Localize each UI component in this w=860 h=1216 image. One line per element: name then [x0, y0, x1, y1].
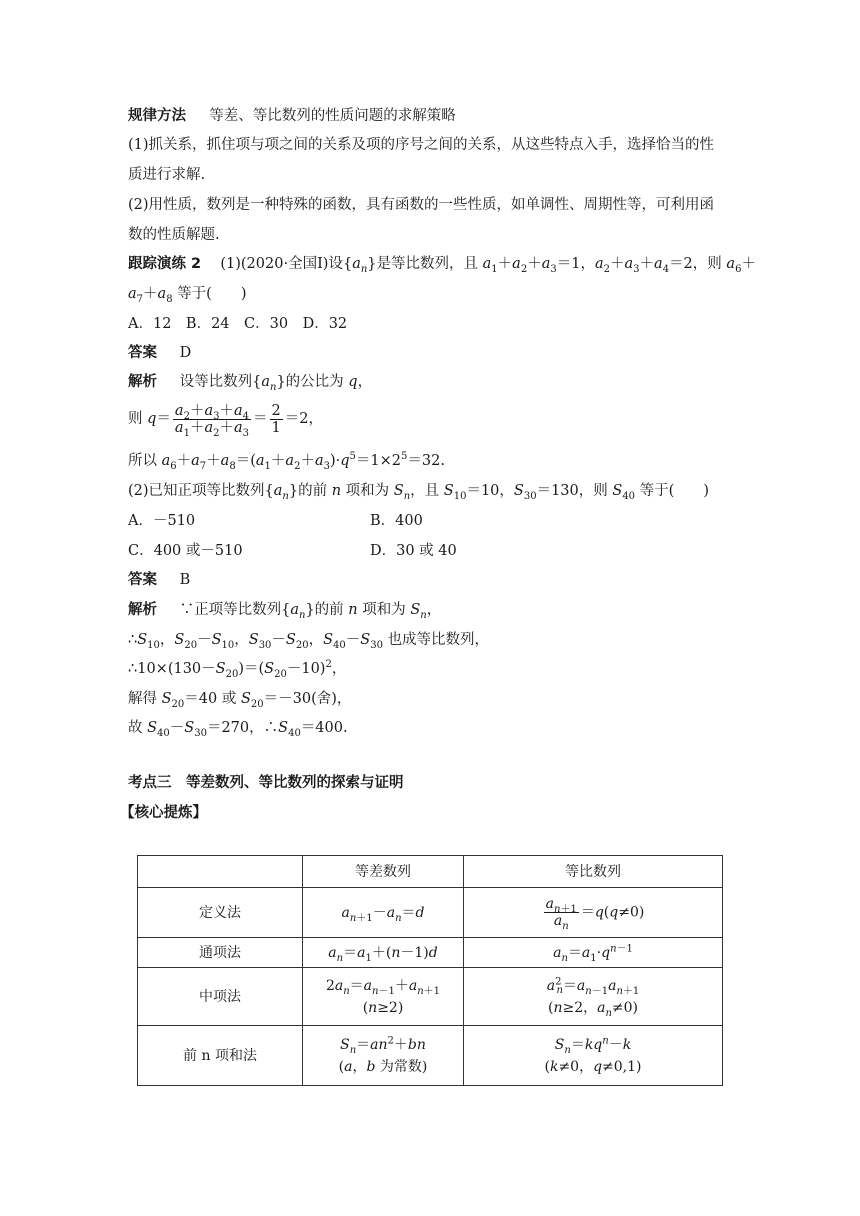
practice-q1-line2: $a_7+a_8$ 等于( ) [128, 286, 247, 305]
section-title: 考点三 等差数列、等比数列的探索与证明 [128, 775, 404, 791]
q2-answer-value: B [179, 572, 191, 588]
cell-arith-middle-term: $2a_n=a_{n-1}+a_{n+1}$ (n≥2) [303, 968, 464, 1026]
row-label-general-term: 通项法 [138, 938, 303, 968]
comparison-table [137, 855, 723, 1086]
method-label: 规律方法 [128, 108, 186, 124]
method-p1-line1: (1)抓关系，抓住项与项之间的关系及项的序号之间的关系，从这些特点入手，选择恰当的性 [128, 137, 715, 153]
q2-analysis-label: 解析 [128, 602, 157, 618]
row-label-sum: 前 n 项和法 [138, 1026, 303, 1086]
q1-analysis-fraction-line: 则 q＝ $\frac{a_2+a_3+a_4}{a_1+a_2+a_3}$ ＝ $\frac{2}{1}$ ＝2， [128, 402, 323, 439]
table-row [138, 1026, 723, 1086]
header-geom: 等比数列 [464, 856, 723, 888]
method-p1-line2: 质进行求解. [128, 167, 206, 183]
ratio-fraction: $\frac{a_2+a_3+a_4}{a_1+a_2+a_3}$ [174, 402, 249, 439]
q1-answer-label: 答案 [128, 345, 157, 361]
cell-geom-middle-term: $a^2_n=a_{n-1}a_{n+1}$ (n≥2，$a_n\ne 0$) [464, 968, 723, 1026]
row-label-middle-term: 中项法 [138, 968, 303, 1026]
q2-analysis-line1: 解析 ∵正项等比数列$\{a_n\}$的前 n 项和为 $S_n$， [128, 602, 442, 621]
practice-q1-line1: 跟踪演练 2 (1)(2020·全国Ⅰ)设$\{a_n\}$是等比数列，且 $a_1+a_2+a_3=1$，$a_2+a_3+a_4=2$，则 $a_6+$ [128, 256, 756, 275]
q1-answer-value: D [179, 345, 192, 361]
two-over-one-fraction: $\frac{2}{1}$ [271, 402, 281, 436]
q2-analysis-line3: $\therefore 10\times(130-S_{20})=(S_{20}-10)^2$， [128, 659, 347, 680]
q2-answer-line [128, 570, 190, 590]
practice-label: 跟踪演练 2 [128, 256, 202, 272]
q2-analysis-line4: 解得 $S_{20}=40$ 或 $S_{20}=-30$(舍)， [128, 691, 352, 710]
core-label: 【核心提炼】 [120, 805, 207, 821]
q2-stem: (2)已知正项等比数列$\{a_n\}$的前 n 项和为 $S_n$，且 $S_{10}=10$，$S_{30}=130$，则 $S_{40}$ 等于( ) [128, 483, 709, 502]
table-corner-cell [138, 856, 303, 888]
q2-analysis-line2: $\therefore S_{10}$，$S_{20}-S_{10}$，$S_{30}-S_{20}$，$S_{40}-S_{30}$ 也成等比数列， [128, 632, 490, 651]
q2-choice-a: A．－510 [128, 513, 196, 529]
q2-choice-b: B．400 [370, 513, 423, 529]
table-row [138, 888, 723, 938]
row-label-definition: 定义法 [138, 888, 303, 938]
cell-arith-sum: $S_n=an^2+bn$ (a，b 为常数) [303, 1026, 464, 1086]
table-row [138, 968, 723, 1026]
method-title: 等差、等比数列的性质问题的求解策略 [209, 108, 456, 124]
table-header-row [138, 856, 723, 888]
q1-analysis-line1: 解析 设等比数列$\{a_n\}$的公比为 q， [128, 374, 373, 393]
cell-arith-general-term: $a_n=a_1+(n-1)d$ [303, 938, 464, 968]
method-p2-line2: 数的性质解题. [128, 227, 220, 243]
practice-q1-intro: (1)(2020·全国Ⅰ)设 [220, 256, 343, 272]
table-row [138, 938, 723, 968]
q2-answer-label: 答案 [128, 572, 157, 588]
q2-choice-c: C．400 或－510 [128, 543, 243, 559]
header-arith: 等差数列 [303, 856, 464, 888]
method-p2-line1: (2)用性质，数列是一种特殊的函数，具有函数的一些性质，如单调性、周期性等，可利用函 [128, 197, 715, 213]
cell-geom-sum: $S_n=kq^n-k$ (k≠0，q≠0,1) [464, 1026, 723, 1086]
q1-analysis-line3: 所以 $a_6+a_7+a_8=(a_1+a_2+a_3)\cdot q^5=1\times 2^5=32$. [128, 451, 445, 472]
method-heading [128, 106, 456, 126]
q2-choices-row1 [128, 511, 423, 531]
cell-arith-definition: $a_{n+1}-a_n=d$ [303, 888, 464, 938]
q2-analysis-line5: 故 $S_{40}-S_{30}=270$，$\therefore S_{40}=400$. [128, 720, 348, 739]
q2-choice-d: D．30 或 40 [370, 543, 457, 559]
q2-choices-row2 [128, 541, 457, 561]
q1-analysis-label: 解析 [128, 374, 157, 390]
cell-geom-general-term: $a_n=a_1\cdot q^{n-1}$ [464, 938, 723, 968]
cell-geom-definition: $\frac{a_{n+1}}{a_n}$ ＝q(q≠0) [464, 888, 723, 938]
q1-answer-line [128, 343, 191, 363]
q1-choices: A．12 B．24 C．30 D．32 [128, 316, 348, 332]
